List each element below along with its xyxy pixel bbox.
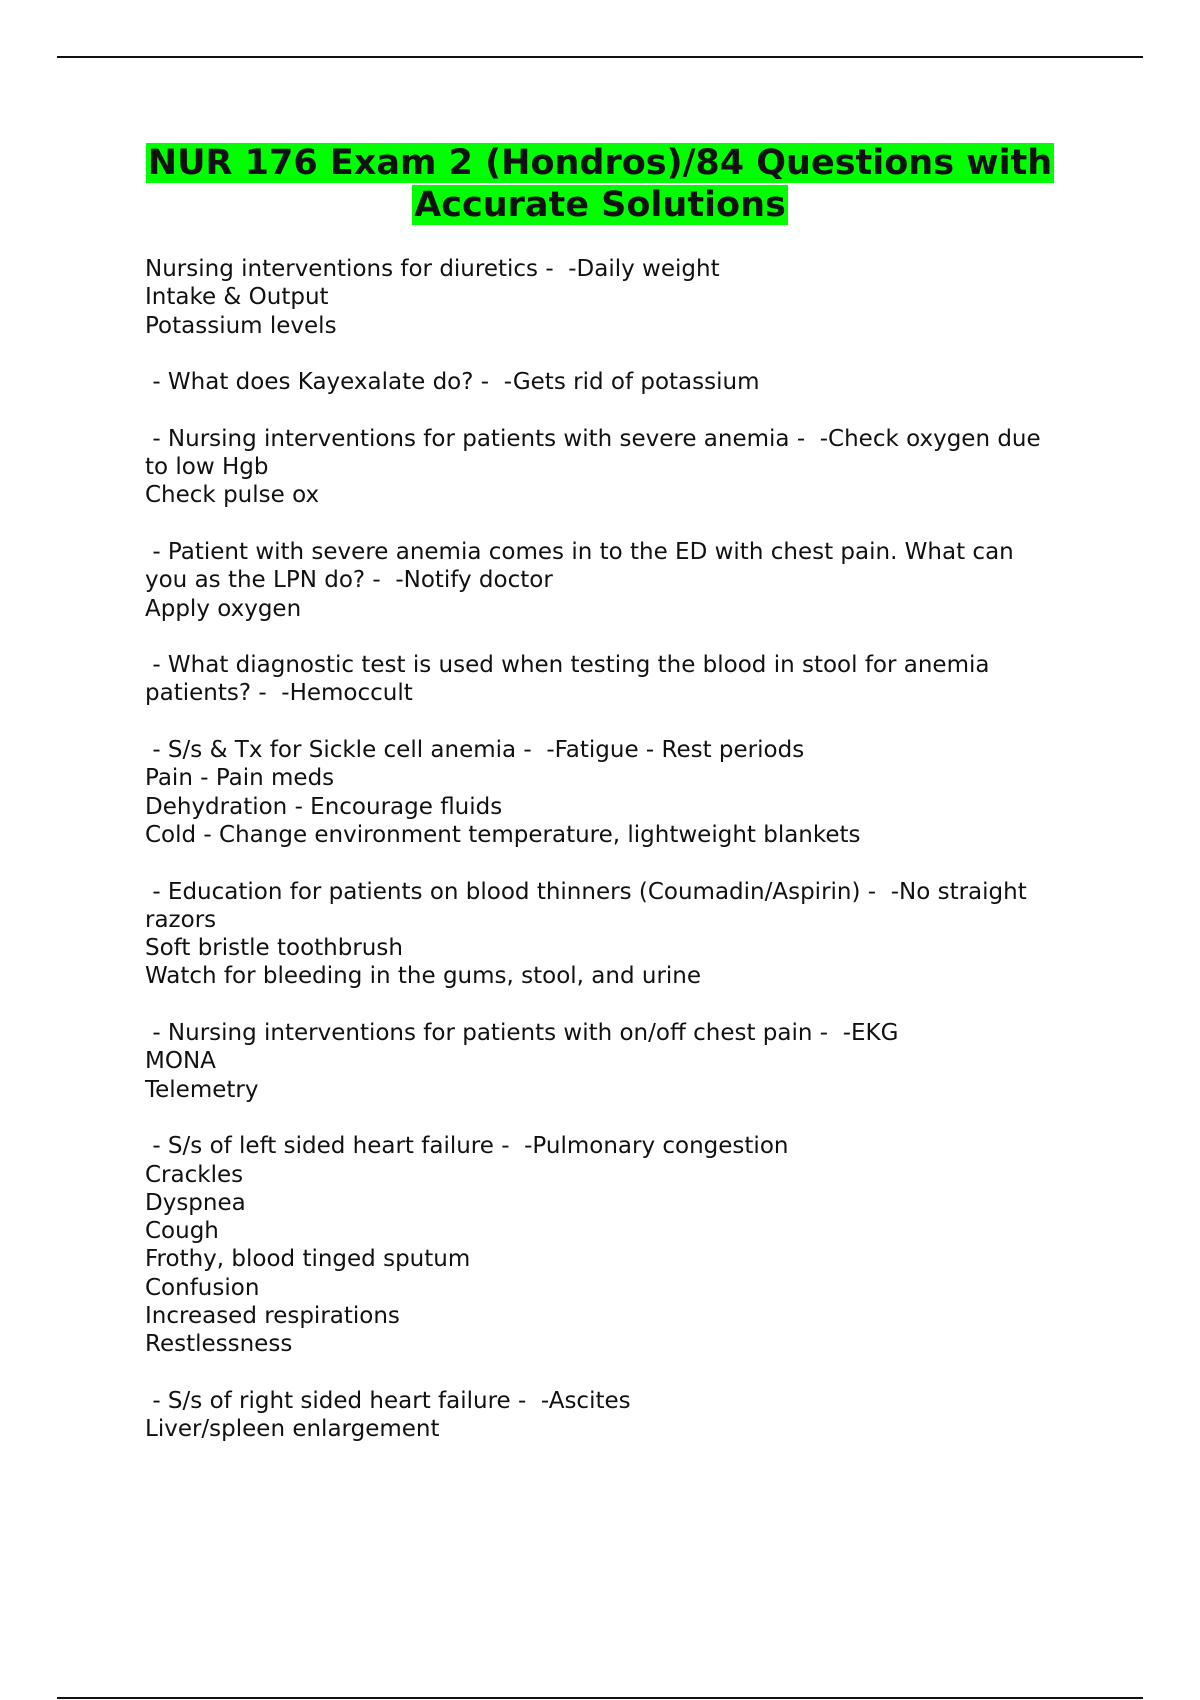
qa-entry-line: Watch for bleeding in the gums, stool, and urine (145, 963, 702, 990)
qa-entry-line: Potassium levels (145, 312, 337, 339)
top-rule (57, 56, 1143, 58)
qa-entry-first-line: - S/s of right sided heart failure - -Ascites (145, 1387, 631, 1414)
qa-entry-line: Confusion (145, 1274, 260, 1301)
qa-entry (145, 538, 1095, 623)
qa-entry-line: Cough (145, 1218, 219, 1245)
qa-entry-line: Increased respirations (145, 1302, 400, 1329)
qa-entry-line: Crackles (145, 1161, 244, 1188)
qa-entry-line: Telemetry (145, 1076, 259, 1103)
qa-entry-first-line: - What diagnostic test is used when testing the blood in stool for anemia (145, 652, 990, 679)
qa-entry-line: razors (145, 906, 217, 933)
qa-entry-line: Intake & Output (145, 284, 329, 311)
qa-entry-line: Pain - Pain meds (145, 765, 335, 792)
qa-entry-line: patients? - -Hemoccult (145, 680, 413, 707)
qa-entry-line: Soft bristle toothbrush (145, 935, 403, 962)
title-line-2: Accurate Solutions (414, 185, 786, 225)
qa-entry-line: you as the LPN do? - -Notify doctor (145, 567, 553, 594)
qa-entry-first-line: - S/s of left sided heart failure - -Pulmonary congestion (145, 1133, 789, 1160)
qa-entry (145, 368, 1095, 396)
qa-entry-line: Apply oxygen (145, 595, 302, 622)
qa-entry (145, 736, 1095, 849)
qa-entry (145, 651, 1095, 708)
qa-entry-first-line: - Education for patients on blood thinners (Coumadin/Aspirin) - -No straight (145, 878, 1027, 905)
qa-entry-line: Frothy, blood tinged sputum (145, 1246, 471, 1273)
qa-entry (145, 425, 1095, 510)
qa-entry-first-line: - Nursing interventions for patients with on/off chest pain - -EKG (145, 1020, 899, 1047)
qa-entry (145, 878, 1095, 991)
qa-entry-line: Cold - Change environment temperature, lightweight blankets (145, 821, 861, 848)
qa-entry-line: to low Hgb (145, 454, 269, 481)
qa-content (145, 255, 1095, 1472)
page-title (100, 142, 1100, 226)
qa-entry-line: Restlessness (145, 1331, 293, 1358)
bottom-rule (57, 1697, 1143, 1699)
qa-entry-line: Check pulse ox (145, 482, 320, 509)
title-line-1: NUR 176 Exam 2 (Hondros)/84 Questions with (147, 143, 1053, 183)
qa-entry (145, 255, 1095, 340)
qa-entry (145, 1387, 1095, 1444)
qa-entry-first-line: Nursing interventions for diuretics - -Daily weight (145, 256, 720, 282)
qa-entry-first-line: - What does Kayexalate do? - -Gets rid of potassium (145, 369, 760, 396)
qa-entry-first-line: - S/s & Tx for Sickle cell anemia - -Fatigue - Rest periods (145, 737, 805, 764)
qa-entry-line: Liver/spleen enlargement (145, 1416, 440, 1443)
qa-entry (145, 1019, 1095, 1104)
qa-entry-line: Dehydration - Encourage fluids (145, 793, 503, 820)
qa-entry-first-line: - Nursing interventions for patients with severe anemia - -Check oxygen due (145, 425, 1041, 452)
qa-entry-first-line: - Patient with severe anemia comes in to the ED with chest pain. What can (145, 538, 1014, 565)
qa-entry (145, 1132, 1095, 1358)
qa-entry-line: MONA (145, 1048, 216, 1075)
qa-entry-line: Dyspnea (145, 1189, 246, 1216)
